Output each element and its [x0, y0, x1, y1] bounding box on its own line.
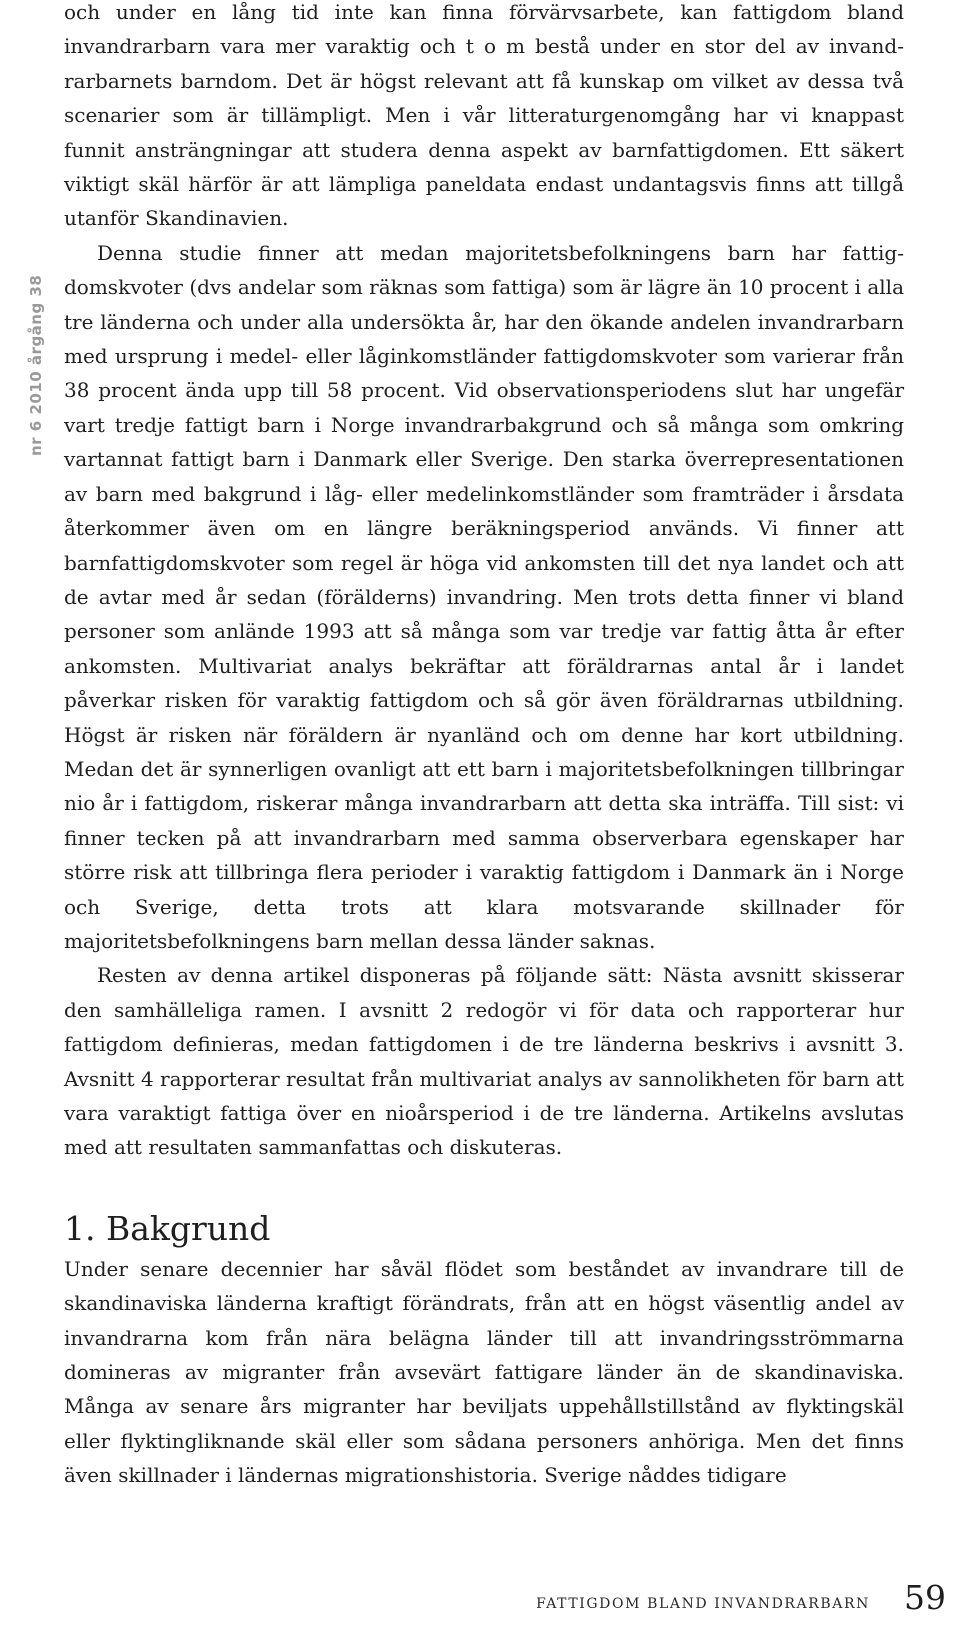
journal-issue-side-label: nr 6 2010 årgång 38 [27, 274, 45, 456]
article-body [64, 0, 904, 1493]
paragraph-findings: Denna studie finner att medan majoritetsbefolkningens barn har fattigdomskvoter (dvs andelar som räknas som fattiga) som är lägre än 10 procent i alla tre länderna och under alla undersökta år, har den ökande andelen invandrarbarn med ursprung i medel- eller låginkomstländer fattigdomskvoter som varierar från 38 procent ända upp till 58 procent. Vid observationsperiodens slut har ungefär vart tredje fattigt barn i Norge invandrarbakgrund och så många som omkring vartannat fattigt barn i Danmark eller Sverige. Den starka överrepresentationen av barn med bakgrund i låg- eller medelinkomstländer som framträder i årsdata återkommer även om en längre beräkningsperiod används. Vi finner att barnfattigdomskvoter som regel är höga vid ankomsten till det nya landet och att de avtar med år sedan (förälderns) invandring. Men trots detta finner vi bland personer som anlände 1993 att så många som var tredje var fattig åtta år efter ankomsten. Multivariat analys bekräftar att föräldrarnas antal år i landet påverkar risken för varaktig fattigdom och så gör även föräldrarnas utbildning. Högst är risken när föräldern är nyanländ och om denne har kort utbildning. Medan det är synnerligen ovanligt att ett barn i majoritetsbefolkningen tillbringar nio år i fattigdom, riskerar många invandrarbarn att detta ska inträffa. Till sist: vi finner tecken på att invandrarbarn med samma observerbara egenskaper har större risk att tillbringa flera perioder i varaktig fattigdom i Danmark än i Norge och Sverige, detta trots att klara motsvarande skillnader för majoritetsbefolkningens barn mellan dessa länder saknas. [64, 240, 904, 953]
paragraph-outline: Resten av denna artikel disponeras på följande sätt: Nästa avsnitt skisserar den samhälleliga ramen. I avsnitt 2 redogör vi för data och rapporterar hur fattigdom definieras, medan fattigdomen i de tre länderna beskrivs i avsnitt 3. Avsnitt 4 rapporterar resultat från multivariat analys av sannolikheten för barn att vara varaktigt fattiga över en nioårsperiod i de tre länderna. Artikelns avslutas med att resultaten sammanfattas och diskuteras. [64, 963, 904, 1160]
running-footer-title: FATTIGDOM BLAND INVANDRARBARN [536, 1596, 870, 1612]
paragraph-continuation: och under en lång tid inte kan finna förvärvsarbete, kan fattigdom bland invandrarbarn vara mer varaktig och t o m bestå under en stor del av invandrarbarnets barndom. Det är högst relevant att få kunskap om vilket av dessa två scenarier som är tillämpligt. Men i vår litteraturgenomgång har vi knappast funnit ansträngningar att studera denna aspekt av barnfattigdomen. Ett säkert viktigt skäl härför är att lämpliga paneldata endast undantagsvis finns att tillgå utanför Skandinavien. [64, 0, 904, 231]
paragraph-background: Under senare decennier har såväl flödet som beståndet av invandrare till de skandinaviska länderna kraftigt förändrats, från att en högst väsentlig andel av invandrarna kom från nära belägna länder till att invandringsströmmarna domineras av migranter från avsevärt fattigare länder än de skandinaviska. Många av senare års migranter har beviljats uppehållstillstånd av flyktingskäl eller flyktingliknande skäl eller som sådana personers anhöriga. Men det finns även skillnader i ländernas migrationshistoria. Sverige nåddes tidigare [64, 1256, 904, 1488]
section-heading: 1. Bakgrund [64, 1208, 271, 1248]
page-number: 59 [904, 1578, 946, 1617]
